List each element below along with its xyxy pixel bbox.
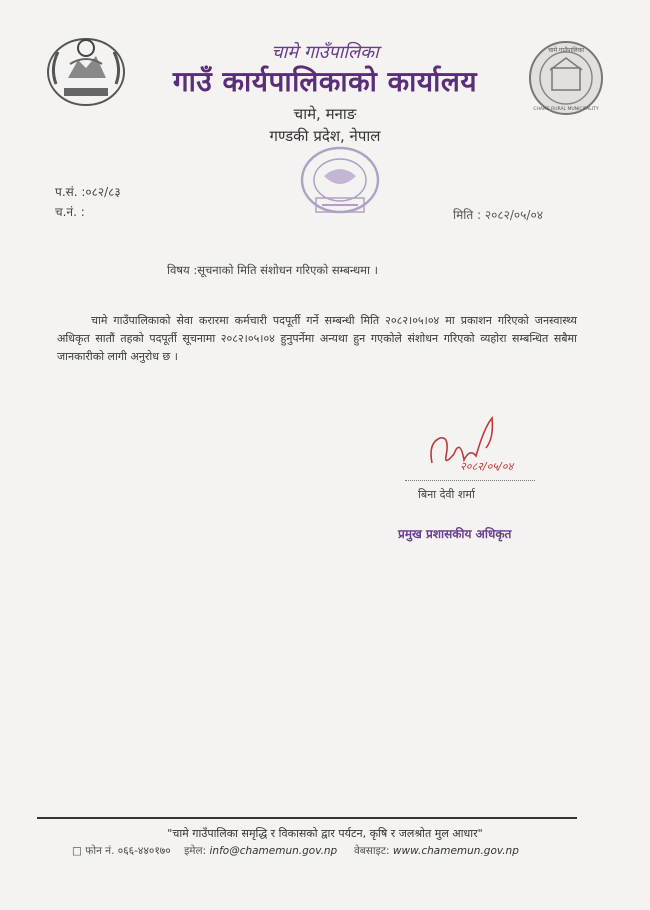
email-label: इमेल: <box>184 845 207 857</box>
footer-divider <box>37 817 577 819</box>
office-location: चामे, मनाङ <box>293 105 357 123</box>
office-name: चामे गाउँपालिका <box>271 42 379 63</box>
office-title: गाउँ कार्यपालिकाको कार्यालय <box>172 65 478 98</box>
dispatch-label: च.नं. : <box>55 205 85 219</box>
dispatch-number <box>55 203 85 220</box>
letter-date <box>453 206 543 223</box>
ref-value: ०८२/८३ <box>85 185 121 199</box>
phone-number: ०६६-४४०१७० <box>117 845 171 857</box>
seal-top-text: चामे गाउँपालिका <box>548 47 584 54</box>
website-link[interactable]: www.chamemun.gov.np <box>392 845 519 857</box>
email-link[interactable]: info@chamemun.gov.np <box>209 845 338 857</box>
signature-date: २०८२/०५/०४ <box>460 460 514 473</box>
footer-motto: "चामे गाउँपालिका समृद्धि र विकासको द्वार पर्यटन, कृषि र जलश्रोत मुल आधार" <box>167 827 483 840</box>
date-label: मिति : <box>453 208 482 222</box>
date-value: २०८२/०५/०४ <box>484 208 543 222</box>
phone-icon: □ <box>72 845 82 857</box>
footer-contact <box>72 844 519 858</box>
phone-label: फोन नं. <box>85 845 115 857</box>
reference-number <box>55 183 121 200</box>
signature-line <box>405 480 535 481</box>
seal-bottom-text: CHAME RURAL MUNICIPALITY <box>533 107 599 112</box>
subject-line: विषय :सूचनाको मिति संशोधन गरिएको सम्बन्धमा । <box>167 263 379 277</box>
ref-label: प.सं. : <box>55 185 86 199</box>
signatory-title: प्रमुख प्रशासकीय अधिकृत <box>398 527 512 541</box>
office-province: गण्डकी प्रदेश, नेपाल <box>269 127 381 145</box>
signature-scribble <box>420 408 540 478</box>
letter-body: चामे गाउँपालिकाको सेवा करारमा कर्मचारी पदपूर्ती गर्ने सम्बन्धी मिति २०८२।०५।०४ मा प्रकाशन गरिएको जनस्वास्थ्य अधिकृत सातौं तहको पदपूर्ती सूचनामा २०८२।०५।०४ हुनुपर्नेमा अन्यथा हुन गएकोले संशोधन गरिएको व्यहोरा सम्बन्धित सबैमा जानकारीको लागी अनुरोध छ । <box>57 314 577 363</box>
website-label: वेबसाइट: <box>353 845 390 857</box>
office-stamp-icon <box>286 136 394 232</box>
signatory-name: बिना देवी शर्मा <box>418 488 475 501</box>
